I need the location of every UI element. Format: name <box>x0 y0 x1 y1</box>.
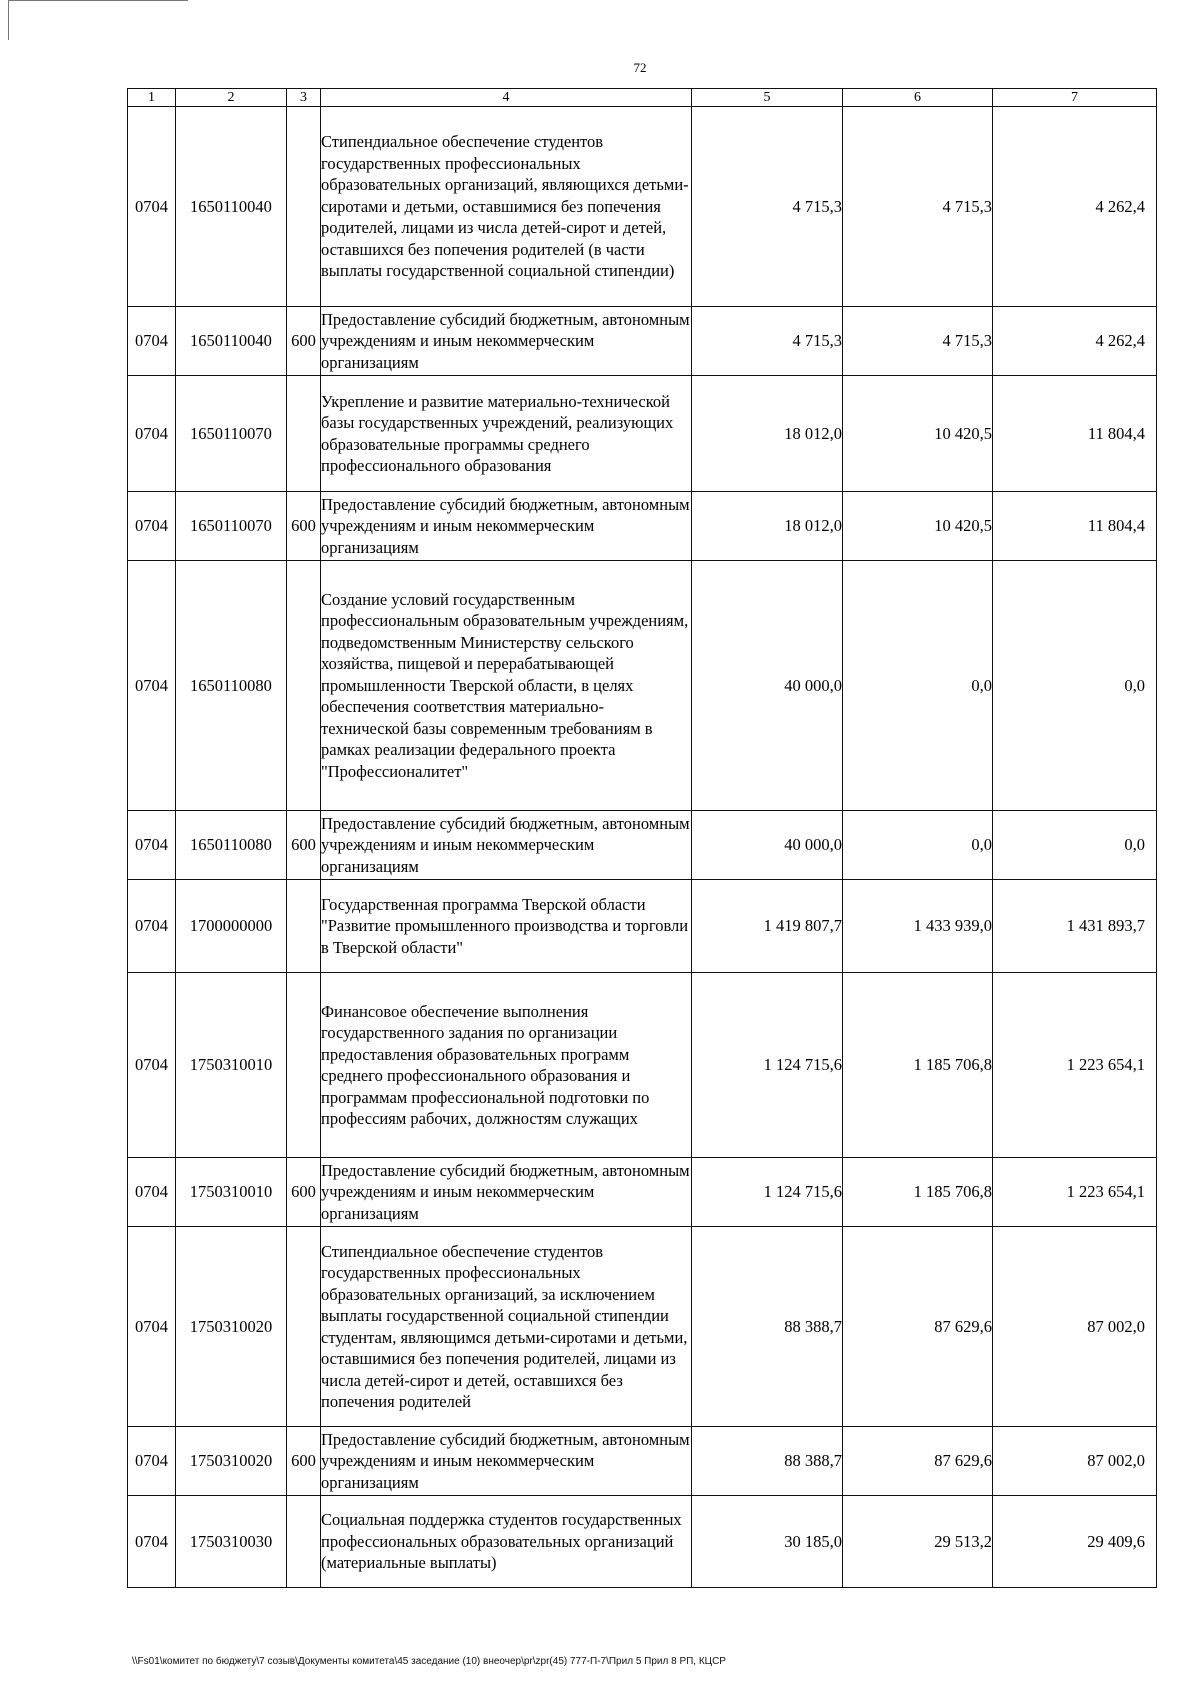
value-col7-cell: 29 409,6 <box>993 1496 1157 1588</box>
type-cell: 600 <box>287 811 321 880</box>
code-cell: 1700000000 <box>176 880 287 973</box>
value-col7-cell: 1 223 654,1 <box>993 973 1157 1158</box>
col-header-5: 5 <box>692 89 843 107</box>
value-col5-cell: 88 388,7 <box>692 1427 843 1496</box>
value-col5-cell: 18 012,0 <box>692 492 843 561</box>
col-header-1: 1 <box>128 89 176 107</box>
col-header-2: 2 <box>176 89 287 107</box>
footer-file-path: \\Fs01\комитет по бюджету\7 созыв\Документы комитета\45 заседание (10) внеочер\pr\zpr(45) 777-П-7\Прил 5 Прил 8 РП, КЦСР <box>132 1656 726 1667</box>
description-cell: Стипендиальное обеспечение студентов государственных профессиональных образовательных организаций, являющихся детьми-сиротами и детьми, оставшимися без попечения родителей, лицами из числа детей-сирот и детей, оставшихся без попечения родителей (в части выплаты государственной социальной стипендии) <box>321 107 692 307</box>
page-number: 72 <box>633 60 647 75</box>
value-col6-cell: 4 715,3 <box>843 107 993 307</box>
type-cell <box>287 107 321 307</box>
section-cell: 0704 <box>128 376 176 492</box>
scan-edge-top <box>8 0 188 1</box>
type-cell <box>287 1227 321 1427</box>
value-col7-cell: 1 431 893,7 <box>993 880 1157 973</box>
code-cell: 1750310020 <box>176 1427 287 1496</box>
value-col6-cell: 10 420,5 <box>843 492 993 561</box>
type-cell <box>287 376 321 492</box>
table-row <box>128 1427 1157 1496</box>
description-cell: Предоставление субсидий бюджетным, автономным учреждениям и иным некоммерческим организациям <box>321 307 692 376</box>
code-cell: 1650110040 <box>176 307 287 376</box>
table-row <box>128 1227 1157 1427</box>
table-row <box>128 561 1157 811</box>
section-cell: 0704 <box>128 561 176 811</box>
value-col7-cell: 4 262,4 <box>993 107 1157 307</box>
value-col6-cell: 1 433 939,0 <box>843 880 993 973</box>
code-cell: 1650110080 <box>176 811 287 880</box>
value-col5-cell: 1 124 715,6 <box>692 973 843 1158</box>
code-cell: 1650110040 <box>176 107 287 307</box>
description-cell: Предоставление субсидий бюджетным, автономным учреждениям и иным некоммерческим организациям <box>321 1427 692 1496</box>
col-header-3: 3 <box>287 89 321 107</box>
code-cell: 1650110070 <box>176 376 287 492</box>
code-cell: 1750310010 <box>176 1158 287 1227</box>
type-cell: 600 <box>287 1427 321 1496</box>
value-col7-cell: 87 002,0 <box>993 1427 1157 1496</box>
table-header-row <box>128 89 1157 107</box>
type-cell <box>287 880 321 973</box>
value-col6-cell: 1 185 706,8 <box>843 1158 993 1227</box>
value-col5-cell: 1 419 807,7 <box>692 880 843 973</box>
table-row <box>128 107 1157 307</box>
value-col6-cell: 29 513,2 <box>843 1496 993 1588</box>
type-cell <box>287 1496 321 1588</box>
value-col5-cell: 88 388,7 <box>692 1227 843 1427</box>
type-cell: 600 <box>287 492 321 561</box>
value-col7-cell: 0,0 <box>993 561 1157 811</box>
description-cell: Предоставление субсидий бюджетным, автономным учреждениям и иным некоммерческим организациям <box>321 811 692 880</box>
description-cell: Социальная поддержка студентов государственных профессиональных образовательных организаций (материальные выплаты) <box>321 1496 692 1588</box>
value-col6-cell: 4 715,3 <box>843 307 993 376</box>
section-cell: 0704 <box>128 1427 176 1496</box>
code-cell: 1750310010 <box>176 973 287 1158</box>
value-col5-cell: 18 012,0 <box>692 376 843 492</box>
type-cell <box>287 973 321 1158</box>
col-header-7: 7 <box>993 89 1157 107</box>
section-cell: 0704 <box>128 1496 176 1588</box>
description-cell: Предоставление субсидий бюджетным, автономным учреждениям и иным некоммерческим организациям <box>321 492 692 561</box>
section-cell: 0704 <box>128 811 176 880</box>
value-col6-cell: 87 629,6 <box>843 1227 993 1427</box>
code-cell: 1750310020 <box>176 1227 287 1427</box>
col-header-6: 6 <box>843 89 993 107</box>
type-cell <box>287 561 321 811</box>
description-cell: Финансовое обеспечение выполнения государственного задания по организации предоставления образовательных программ среднего профессионального образования и программам профессиональной подготовки по профессиям рабочих, должностям служащих <box>321 973 692 1158</box>
section-cell: 0704 <box>128 492 176 561</box>
table-row <box>128 307 1157 376</box>
value-col5-cell: 40 000,0 <box>692 561 843 811</box>
value-col6-cell: 10 420,5 <box>843 376 993 492</box>
table-row <box>128 1496 1157 1588</box>
table-row <box>128 376 1157 492</box>
section-cell: 0704 <box>128 973 176 1158</box>
budget-table <box>127 88 1157 1588</box>
table-row <box>128 880 1157 973</box>
section-cell: 0704 <box>128 1227 176 1427</box>
value-col5-cell: 4 715,3 <box>692 107 843 307</box>
table-row <box>128 1158 1157 1227</box>
value-col7-cell: 1 223 654,1 <box>993 1158 1157 1227</box>
value-col7-cell: 11 804,4 <box>993 376 1157 492</box>
description-cell: Государственная программа Тверской области "Развитие промышленного производства и торговли в Тверской области" <box>321 880 692 973</box>
description-cell: Предоставление субсидий бюджетным, автономным учреждениям и иным некоммерческим организациям <box>321 1158 692 1227</box>
value-col6-cell: 0,0 <box>843 561 993 811</box>
section-cell: 0704 <box>128 1158 176 1227</box>
code-cell: 1650110070 <box>176 492 287 561</box>
type-cell: 600 <box>287 307 321 376</box>
col-header-4: 4 <box>321 89 692 107</box>
code-cell: 1650110080 <box>176 561 287 811</box>
table-row <box>128 973 1157 1158</box>
value-col5-cell: 30 185,0 <box>692 1496 843 1588</box>
section-cell: 0704 <box>128 880 176 973</box>
value-col7-cell: 0,0 <box>993 811 1157 880</box>
scan-edge-left <box>8 0 9 40</box>
table-row <box>128 492 1157 561</box>
description-cell: Создание условий государственным профессиональным образовательным учреждениям, подведомственным Министерству сельского хозяйства, пищевой и перерабатывающей промышленности Тверской области, в целях обеспечения соответствия материально-технической базы современным требованиям в рамках реализации федерального проекта "Профессионалитет" <box>321 561 692 811</box>
type-cell: 600 <box>287 1158 321 1227</box>
value-col7-cell: 11 804,4 <box>993 492 1157 561</box>
section-cell: 0704 <box>128 307 176 376</box>
value-col6-cell: 0,0 <box>843 811 993 880</box>
description-cell: Стипендиальное обеспечение студентов государственных профессиональных образовательных организаций, за исключением выплаты государственной социальной стипендии студентам, являющимся детьми-сиротами и детьми, оставшимися без попечения родителей, лицами из числа детей-сирот и детей, оставшихся без попечения родителей <box>321 1227 692 1427</box>
value-col7-cell: 4 262,4 <box>993 307 1157 376</box>
code-cell: 1750310030 <box>176 1496 287 1588</box>
value-col5-cell: 4 715,3 <box>692 307 843 376</box>
value-col6-cell: 87 629,6 <box>843 1427 993 1496</box>
value-col6-cell: 1 185 706,8 <box>843 973 993 1158</box>
section-cell: 0704 <box>128 107 176 307</box>
description-cell: Укрепление и развитие материально-технической базы государственных учреждений, реализующих образовательные программы среднего профессионального образования <box>321 376 692 492</box>
table-row <box>128 811 1157 880</box>
value-col5-cell: 40 000,0 <box>692 811 843 880</box>
value-col7-cell: 87 002,0 <box>993 1227 1157 1427</box>
value-col5-cell: 1 124 715,6 <box>692 1158 843 1227</box>
